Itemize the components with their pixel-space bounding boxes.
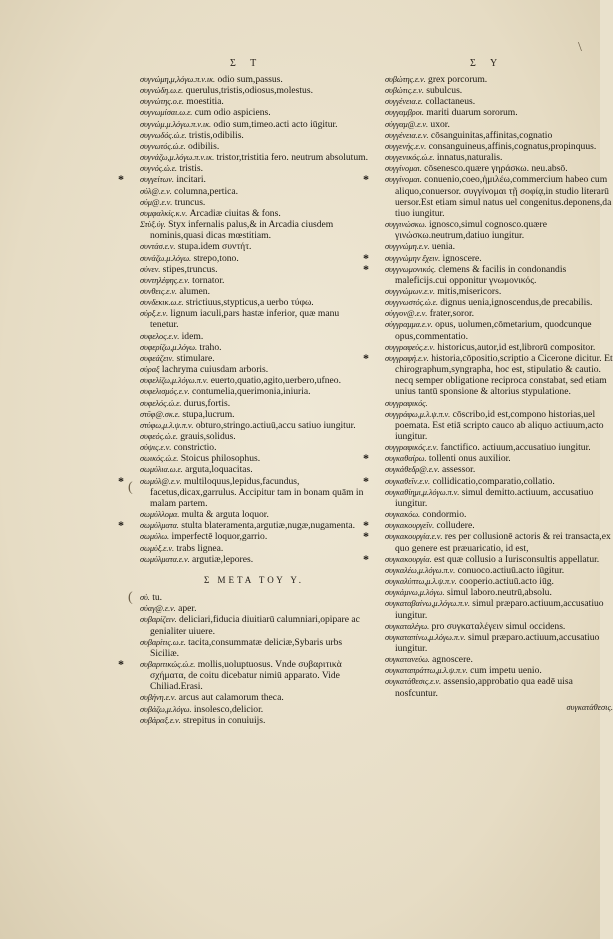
entry-definition: agnoscere. bbox=[432, 654, 473, 666]
entry-definition: tollenti onus auxilior. bbox=[428, 453, 511, 465]
entry-headword: συφελος.ε.ν. bbox=[140, 331, 180, 341]
entry-headword: συγνωδός.ώ.ε. bbox=[140, 130, 187, 140]
entry-headword: σύγγραμμα.ε.ν. bbox=[385, 320, 433, 330]
entry-definition: arguta,loquacitas. bbox=[185, 464, 253, 476]
entry-definition: uenia. bbox=[431, 241, 456, 253]
entry-headword: συγκαλύπτω,μ.λ.ψ.π.ν. bbox=[385, 577, 457, 587]
dictionary-entry bbox=[385, 219, 613, 241]
dictionary-entry bbox=[385, 253, 613, 264]
entry-definition: argutiæ,lepores. bbox=[192, 553, 254, 565]
entry-headword: συγγνώμη.ε.ν. bbox=[385, 242, 430, 252]
entry-headword: συγγενικός.ώ.ε. bbox=[385, 153, 435, 163]
dictionary-entry bbox=[140, 253, 368, 264]
dictionary-entry bbox=[385, 286, 613, 297]
entry-headword: συνάζω.μ.λόγω. bbox=[140, 253, 192, 263]
right-entries bbox=[385, 74, 613, 699]
dictionary-entry bbox=[140, 107, 368, 118]
entry-definition: tristor,tristitia fero. neutrum absolutum. bbox=[216, 152, 368, 164]
dictionary-entry bbox=[385, 342, 613, 353]
entry-headword: συγγράφω,μ.λ.ψ.π.ν. bbox=[385, 409, 451, 419]
dictionary-entry bbox=[385, 621, 613, 632]
entry-headword: συγγνώμην ἔχειν. bbox=[385, 253, 441, 263]
entry-definition: strepitus in conuiuijs. bbox=[183, 714, 266, 726]
dictionary-entry bbox=[385, 453, 613, 464]
dictionary-entry bbox=[385, 576, 613, 587]
entry-definition: cum impetu uenio. bbox=[470, 665, 542, 677]
dictionary-entry bbox=[385, 141, 613, 152]
entry-definition: ignoscere. bbox=[442, 252, 482, 264]
entry-headword: συγνώτης.ο.ε. bbox=[140, 97, 184, 107]
entry-definition: historicus,autor,id est,librorū compositor. bbox=[437, 341, 596, 353]
entry-headword: συφερίζω,μ.λόγω. bbox=[140, 342, 197, 352]
entry-headword: σωμύλ@.ε.ν. bbox=[140, 476, 182, 486]
dictionary-entry bbox=[140, 659, 368, 692]
entry-definition: cōscribo,id est,compono historias,uel poemata. Est etiā scripto cauco ab aliquo actiuum,acto iungitur. bbox=[395, 408, 604, 442]
dictionary-entry bbox=[140, 174, 368, 185]
entry-definition: alumen. bbox=[179, 285, 210, 297]
entry-definition: odio sum,passus. bbox=[217, 74, 283, 85]
entry-definition: odibilis. bbox=[188, 140, 220, 152]
dictionary-entry bbox=[140, 297, 368, 308]
dictionary-entry bbox=[140, 308, 368, 330]
entry-headword: συγκαταλέγω. bbox=[385, 621, 430, 631]
entry-headword: συγγραφικός.ε.ν. bbox=[385, 443, 439, 453]
dictionary-entry bbox=[140, 442, 368, 453]
dictionary-entry bbox=[140, 476, 368, 509]
entry-headword: συβώτις.ε.ν. bbox=[385, 86, 424, 96]
entry-headword: συφεός.ώ.ε. bbox=[140, 432, 178, 441]
entry-headword: συνθεις.ε.ν. bbox=[140, 286, 177, 296]
dictionary-entry bbox=[140, 85, 368, 96]
entry-definition: cōsanguinitas,affinitas,cognatio bbox=[430, 129, 553, 141]
dictionary-entry bbox=[140, 119, 368, 130]
entry-definition: simul laboro.neutrū,absolu. bbox=[446, 587, 552, 599]
entry-headword: συγκαλέω,μ.λόγω.π.ν. bbox=[385, 565, 456, 575]
entry-headword: συγκακουργία.ε.ν. bbox=[385, 532, 443, 542]
margin-mark: \ bbox=[578, 40, 582, 55]
entry-definition: odio sum,timeo.acti acto iūgitur. bbox=[213, 118, 338, 130]
dictionary-entry bbox=[140, 275, 368, 286]
entry-definition: colludere. bbox=[436, 520, 475, 532]
entry-definition: innatus,naturalis. bbox=[436, 152, 503, 164]
dictionary-entry bbox=[385, 130, 613, 141]
dictionary-entry bbox=[140, 704, 368, 715]
entry-headword: συντάσ.ε.ν. bbox=[140, 242, 176, 252]
entry-definition: tristis,odibilis. bbox=[188, 129, 244, 141]
entry-definition: simul demitto.actiuum, accusatiuo iungitur. bbox=[395, 486, 594, 509]
dictionary-entry bbox=[140, 386, 368, 397]
dictionary-entry bbox=[385, 442, 613, 453]
entry-definition: Stoicus philosophus. bbox=[180, 453, 261, 465]
entry-headword: συβαρίζειν. bbox=[140, 615, 177, 625]
entry-definition: constrictio. bbox=[173, 442, 217, 454]
entry-definition: uxor. bbox=[430, 118, 450, 130]
entry-definition: columna,pertica. bbox=[174, 185, 239, 197]
entry-definition: dignus uenia,ignoscendus,de precabilis. bbox=[440, 297, 593, 309]
entry-headword: συβάραξ.ε.ν. bbox=[140, 715, 181, 725]
entry-headword: σωμύλω. bbox=[140, 532, 170, 542]
dictionary-entry bbox=[385, 264, 613, 286]
entry-headword: συγνάζω,μ.λόγω.π.ν.ικ. bbox=[140, 153, 215, 163]
entry-headword: στύφω,μ.λ.ψ.π.ν. bbox=[140, 420, 194, 430]
entry-definition: mollis,uoluptuosus. Vnde συβαριτικὰ σχήματα, de coitu dicebatur nimiū apparato. Vide Chiliad.Erasi. bbox=[150, 658, 342, 693]
dictionary-entry bbox=[140, 208, 368, 219]
entry-definition: est quæ collusio a Iurisconsultis appellatur. bbox=[434, 553, 600, 565]
left-column bbox=[140, 74, 368, 726]
entry-headword: Στὺξ.ύγ. bbox=[140, 220, 166, 230]
entry-definition: incitari. bbox=[176, 174, 206, 186]
dictionary-entry bbox=[140, 420, 368, 431]
dictionary-entry bbox=[140, 398, 368, 409]
entry-definition: pro συγκαταλέγειν simul occidens. bbox=[431, 620, 566, 632]
entry-definition: collidicatio,comparatio,collatio. bbox=[432, 475, 555, 487]
entry-definition: strepo,tono. bbox=[193, 252, 239, 264]
dictionary-entry bbox=[385, 509, 613, 520]
dictionary-entry bbox=[385, 174, 613, 219]
entry-headword: συγκακουργία. bbox=[385, 554, 432, 564]
dictionary-entry bbox=[140, 353, 368, 364]
dictionary-entry bbox=[385, 241, 613, 252]
entry-headword: συφελίζω,μ.λόγω.π.ν. bbox=[140, 376, 209, 386]
dictionary-entry bbox=[140, 715, 368, 726]
page-header-left: Σ Τ bbox=[230, 58, 263, 69]
dictionary-entry bbox=[385, 676, 613, 698]
entry-headword: συγκαθαίρω. bbox=[385, 454, 427, 464]
dictionary-entry bbox=[385, 85, 613, 96]
entry-definition: trabs lignea. bbox=[176, 542, 224, 554]
dictionary-entry bbox=[140, 163, 368, 174]
entry-definition: simul præparo.actiuum,accusatiuo iungitur. bbox=[395, 598, 604, 621]
entry-definition: arcus aut calamorum theca. bbox=[178, 692, 284, 704]
entry-definition: mitis,misericors. bbox=[437, 285, 502, 297]
entry-definition: aper. bbox=[178, 603, 197, 615]
dictionary-entry bbox=[385, 487, 613, 509]
dictionary-entry bbox=[140, 141, 368, 152]
entry-definition: deliciari,fiducia diuitiarū calumniari,opipare ac genialiter uiuere. bbox=[150, 614, 360, 637]
entry-definition: ignosco,simul cognosco.quære γινώσκω.neutrum,datiuo iungitur. bbox=[395, 219, 547, 242]
dictionary-entry bbox=[140, 431, 368, 442]
dictionary-entry bbox=[385, 665, 613, 676]
entry-headword: συγνώδη.ω.ε. bbox=[140, 86, 184, 96]
entry-headword: συγνώμ.μ.λόγω.π.ν.ικ. bbox=[140, 119, 211, 129]
entry-headword: σύνεν. bbox=[140, 264, 161, 274]
right-column bbox=[385, 74, 613, 713]
page-header-right: Σ Υ bbox=[470, 58, 504, 69]
entry-headword: σωμύλματα.ε.ν. bbox=[140, 554, 190, 564]
entry-definition: frater,soror. bbox=[429, 308, 475, 320]
dictionary-entry bbox=[140, 692, 368, 703]
entry-headword: σύλ@.ε.ν. bbox=[140, 186, 172, 196]
dictionary-entry bbox=[385, 531, 613, 553]
entry-headword: συγγραφή.ε.ν. bbox=[385, 353, 429, 363]
section-title: Σ ΜΕΤΑ ΤΟΥ Υ. bbox=[204, 574, 304, 585]
entry-definition: simul præparo.actiuum,accusatiuo iungitur. bbox=[395, 631, 600, 654]
entry-headword: σύρξ.ε.ν. bbox=[140, 309, 168, 319]
entry-headword: συγγνωστός.ώ.ε. bbox=[385, 298, 438, 308]
dictionary-entry bbox=[140, 219, 368, 241]
dictionary-entry bbox=[140, 186, 368, 197]
entry-definition: strictiuus,stypticus,a uerbo τύφω. bbox=[185, 297, 314, 309]
dictionary-entry bbox=[140, 130, 368, 141]
entry-headword: στῦφ@.σκ.ε. bbox=[140, 409, 180, 419]
entry-headword: συγνωμίσαι.ω.ε. bbox=[140, 108, 193, 118]
dictionary-entry bbox=[140, 74, 368, 85]
entry-definition: idem. bbox=[181, 330, 204, 342]
entry-headword: συγκαταπράττω,μ.λ.ψ.π.ν. bbox=[385, 666, 468, 676]
entry-definition: stupa.idem συντήτ. bbox=[177, 241, 252, 253]
entry-definition: stupa,lucrum. bbox=[182, 408, 235, 420]
entry-definition: grauis,solidus. bbox=[180, 431, 236, 442]
entry-headword: συγκάμνω,μ.λόγω. bbox=[385, 588, 445, 598]
dictionary-entry bbox=[140, 375, 368, 386]
entry-definition: cum odio aspiciens. bbox=[194, 107, 271, 119]
entry-headword: σωμύλλομα. bbox=[140, 510, 180, 520]
dictionary-entry bbox=[385, 353, 613, 398]
entry-headword: συφελός.ώ.ε. bbox=[140, 398, 182, 408]
dictionary-entry bbox=[140, 520, 368, 531]
entry-headword: συβαριτικώς.ώ.ε. bbox=[140, 659, 196, 669]
entry-definition: mariti duarum sororum. bbox=[426, 107, 518, 119]
dictionary-entry bbox=[385, 464, 613, 475]
dictionary-entry bbox=[140, 264, 368, 275]
entry-definition: lignum iaculi,pars hastæ inferior, quæ manu tenetur. bbox=[150, 308, 340, 331]
entry-headword: συγκακόω. bbox=[385, 510, 421, 520]
dictionary-entry bbox=[385, 308, 613, 319]
entry-definition: tacita,consummatæ deliciæ,Sybaris urbs Siciliæ. bbox=[150, 636, 343, 659]
entry-headword: συφελισμός.ε.ν. bbox=[140, 387, 190, 397]
entry-definition: euerto,quatio,agito,uerbero,ufneo. bbox=[210, 375, 341, 387]
entry-definition: tu. bbox=[152, 592, 163, 604]
entry-headword: συγκακουργεῖν. bbox=[385, 521, 435, 531]
entry-definition: stipes,truncus. bbox=[162, 263, 218, 275]
dictionary-entry bbox=[140, 241, 368, 252]
entry-headword: συβώτης.ε.ν. bbox=[385, 75, 426, 84]
entry-definition: imperfectē loquor,garrio. bbox=[171, 531, 268, 543]
entry-headword: συγγένεια.ε. bbox=[385, 97, 423, 107]
entry-headword: συγγνώμων.ε.ν. bbox=[385, 286, 435, 296]
entry-definition: multa & arguta loquor. bbox=[181, 509, 269, 521]
dictionary-entry bbox=[385, 409, 613, 442]
entry-headword: συγγνωμονικός. bbox=[385, 264, 436, 274]
dictionary-entry bbox=[140, 531, 368, 542]
entry-definition: res per collusionē actoris & rei transacta,ex quo genere est præuaricatio, id est, bbox=[395, 531, 611, 554]
dictionary-entry bbox=[385, 297, 613, 308]
dictionary-entry bbox=[140, 509, 368, 520]
entry-definition: opus, uolumen,cōmetarium, quodcunque opus,commentatio. bbox=[395, 319, 592, 342]
entry-definition: historia,cōpositio,scriptio a Cicerone dicitur. Et chirographum,syngrapha, hoc est, stipulatio & cautio. necq semper obligatione reciproca constabat, sed etiam unius tantū sponsione & altorius stypulatione. bbox=[395, 352, 613, 398]
entry-headword: σύγγαμ@.ε.ν. bbox=[385, 119, 428, 129]
entry-definition: tristis. bbox=[179, 163, 204, 175]
entry-headword: συγγραφικός. bbox=[385, 398, 428, 408]
entry-definition: insolesco,delicior. bbox=[193, 703, 264, 715]
dictionary-entry bbox=[385, 163, 613, 174]
dictionary-entry bbox=[140, 453, 368, 464]
entry-definition: Arcadiæ ciuitas & fons. bbox=[189, 207, 281, 219]
entry-headword: συγκάθεδρ@.ε.ν. bbox=[385, 465, 440, 475]
entry-headword: σύαγ@.ε.ν. bbox=[140, 604, 176, 614]
entry-headword: σωμύλια.ω.ε. bbox=[140, 465, 183, 475]
dictionary-entry bbox=[385, 107, 613, 118]
entry-definition: clemens & facilis in condonandis maleficijs.cui opponitur γνωμονικός. bbox=[395, 263, 567, 286]
entry-definition: fanctifico. actiuum,accusatiuo iungitur. bbox=[440, 442, 591, 454]
dictionary-entry bbox=[385, 598, 613, 620]
entry-headword: συγγίνομαι. bbox=[385, 175, 422, 185]
dictionary-entry bbox=[140, 197, 368, 208]
dictionary-entry bbox=[385, 74, 613, 85]
dictionary-entry bbox=[385, 398, 613, 409]
entry-headword: συγγαμβροι. bbox=[385, 108, 424, 118]
entry-headword: συντηλέφης.ε.ν. bbox=[140, 275, 190, 285]
dictionary-entry bbox=[140, 637, 368, 659]
dictionary-entry bbox=[140, 614, 368, 636]
entry-definition: lachryma cuiusdam arboris. bbox=[161, 364, 269, 376]
entry-definition: assessor. bbox=[441, 464, 476, 476]
entry-headword: σύψις.ε.ν. bbox=[140, 443, 172, 453]
entry-headword: συβήνη.ε.ν. bbox=[140, 693, 177, 703]
entry-headword: συγκαταπίνω,μ.λόγω.π.ν. bbox=[385, 632, 466, 642]
dictionary-entry bbox=[385, 152, 613, 163]
dictionary-entry bbox=[140, 543, 368, 554]
margin-mark: ( bbox=[128, 590, 133, 605]
entry-headword: σύγγον@.ε.ν. bbox=[385, 309, 428, 319]
entry-definition: subulcus. bbox=[426, 85, 463, 97]
dictionary-entry bbox=[140, 592, 368, 603]
entry-definition: grex porcorum. bbox=[428, 74, 488, 85]
entry-definition: multiloquus,lepidus,facundus, facetus,dicax,garrulus. Accipitur tam in bonam quām in malam partem. bbox=[150, 475, 364, 509]
dictionary-entry bbox=[140, 331, 368, 342]
entry-headword: συγνός.ώ.ε. bbox=[140, 164, 177, 174]
dictionary-entry bbox=[140, 554, 368, 565]
entry-definition: contumelia,querimonia,iniuria. bbox=[192, 386, 311, 398]
entry-headword: συγνώμη,μ,λόγω.π.ν.ικ. bbox=[140, 75, 216, 84]
dictionary-entry bbox=[385, 520, 613, 531]
entry-headword: συγγινώσκω. bbox=[385, 220, 427, 230]
entry-headword: συνδεκικ.ω.ε. bbox=[140, 298, 184, 308]
entry-headword: συγκατάθεσις.ε.ν. bbox=[385, 677, 441, 687]
entry-headword: συφεάζειν. bbox=[140, 353, 175, 363]
dictionary-entry bbox=[140, 409, 368, 420]
entry-definition: stulta blateramenta,argutiæ,nugæ,nugamenta. bbox=[181, 520, 356, 532]
entry-headword: σὺ. bbox=[140, 593, 150, 603]
entry-definition: consanguineus,affinis,cognatus,propinquus. bbox=[428, 140, 597, 152]
dictionary-entry bbox=[385, 476, 613, 487]
entry-definition: conuoco.actiuū.acto iūgitur. bbox=[457, 564, 565, 576]
dictionary-entry bbox=[385, 319, 613, 341]
entry-headword: σωικός.ώ.ε. bbox=[140, 454, 179, 464]
entry-definition: condormio. bbox=[422, 509, 467, 521]
entry-definition: cooperio.actiuū.acto iūg. bbox=[459, 576, 554, 588]
dictionary-entry bbox=[385, 96, 613, 107]
entry-definition: moestitia. bbox=[186, 96, 224, 108]
entry-headword: σύμ@.ε.ν. bbox=[140, 197, 173, 207]
entry-definition: truncus. bbox=[174, 196, 206, 208]
entry-headword: συγνωτός.ώ.ε. bbox=[140, 141, 186, 151]
entry-definition: cōsenesco.quære γηράσκω. neu.absō. bbox=[424, 163, 568, 175]
entry-headword: συγγείτων. bbox=[140, 175, 174, 185]
entry-headword: συμφαλκίς.κ.ν. bbox=[140, 208, 188, 218]
dictionary-entry bbox=[140, 603, 368, 614]
margin-mark: ( bbox=[128, 480, 133, 495]
dictionary-entry bbox=[385, 119, 613, 130]
entry-headword: συγκαταβαίνω,μ.λόγω.π.ν. bbox=[385, 599, 470, 609]
dictionary-entry bbox=[140, 364, 368, 375]
dictionary-entry bbox=[385, 554, 613, 565]
entry-definition: Styx infernalis palus,& in Arcadia ciusdem nominis,quasi dicas mœstitiam. bbox=[150, 219, 334, 242]
entry-definition: durus,fortis. bbox=[183, 397, 231, 409]
entry-definition: collactaneus. bbox=[425, 96, 476, 108]
entry-definition: traho. bbox=[199, 341, 222, 353]
entry-headword: συβαρίτις.ω.ε. bbox=[140, 637, 186, 647]
entry-headword: σωμὺξ.ε.ν. bbox=[140, 543, 174, 553]
entry-headword: σωμύλματα. bbox=[140, 521, 179, 531]
dictionary-entry bbox=[140, 286, 368, 297]
dictionary-entry bbox=[140, 464, 368, 475]
entry-headword: συγγίνομαι. bbox=[385, 164, 422, 174]
entry-headword: συγγενής.ε.ν. bbox=[385, 141, 427, 151]
dictionary-entry bbox=[385, 565, 613, 576]
entry-definition: querulus,tristis,odiosus,molestus. bbox=[185, 85, 313, 97]
entry-headword: συβάζω,μ.λόγω. bbox=[140, 704, 192, 714]
entry-definition: assensio,approbatio qua eadē uisa nosfcuntur. bbox=[395, 676, 573, 699]
dictionary-entry bbox=[140, 152, 368, 163]
entry-definition: stimulare. bbox=[176, 352, 215, 364]
entry-definition: obturo,stringo.actiuū,accu satiuo iungitur. bbox=[195, 419, 356, 431]
entry-definition: conuenio,coeo,ἡμιλέω,commercium habeo cum aliquo,conuersor. συγγίνομαι τῇ σοφίᾳ,in studio literarū uersor.Est etiam simul natus uel congenitus.deponens,da tiuo iungitur. bbox=[395, 174, 612, 219]
dictionary-entry bbox=[385, 587, 613, 598]
entry-headword: συγκατανεύω. bbox=[385, 655, 430, 665]
dictionary-entry bbox=[140, 342, 368, 353]
entry-headword: συγγραφεύς.ε.ν. bbox=[385, 342, 435, 352]
entry-definition: tornator. bbox=[192, 274, 225, 286]
catchword: συγκατάθεσις. bbox=[566, 702, 613, 712]
dictionary-entry bbox=[385, 632, 613, 654]
entry-headword: συγκαθεῖν.ε.ν. bbox=[385, 476, 431, 486]
left-entries bbox=[140, 74, 368, 565]
entry-headword: συγκαθίημι,μ.λόγω.π.ν. bbox=[385, 487, 460, 497]
dictionary-entry bbox=[385, 654, 613, 665]
entry-headword: σύραξ bbox=[140, 365, 160, 375]
left-section-entries bbox=[140, 592, 368, 726]
entry-headword: συγγένεια.ε.ν. bbox=[385, 130, 429, 140]
dictionary-entry bbox=[140, 96, 368, 107]
